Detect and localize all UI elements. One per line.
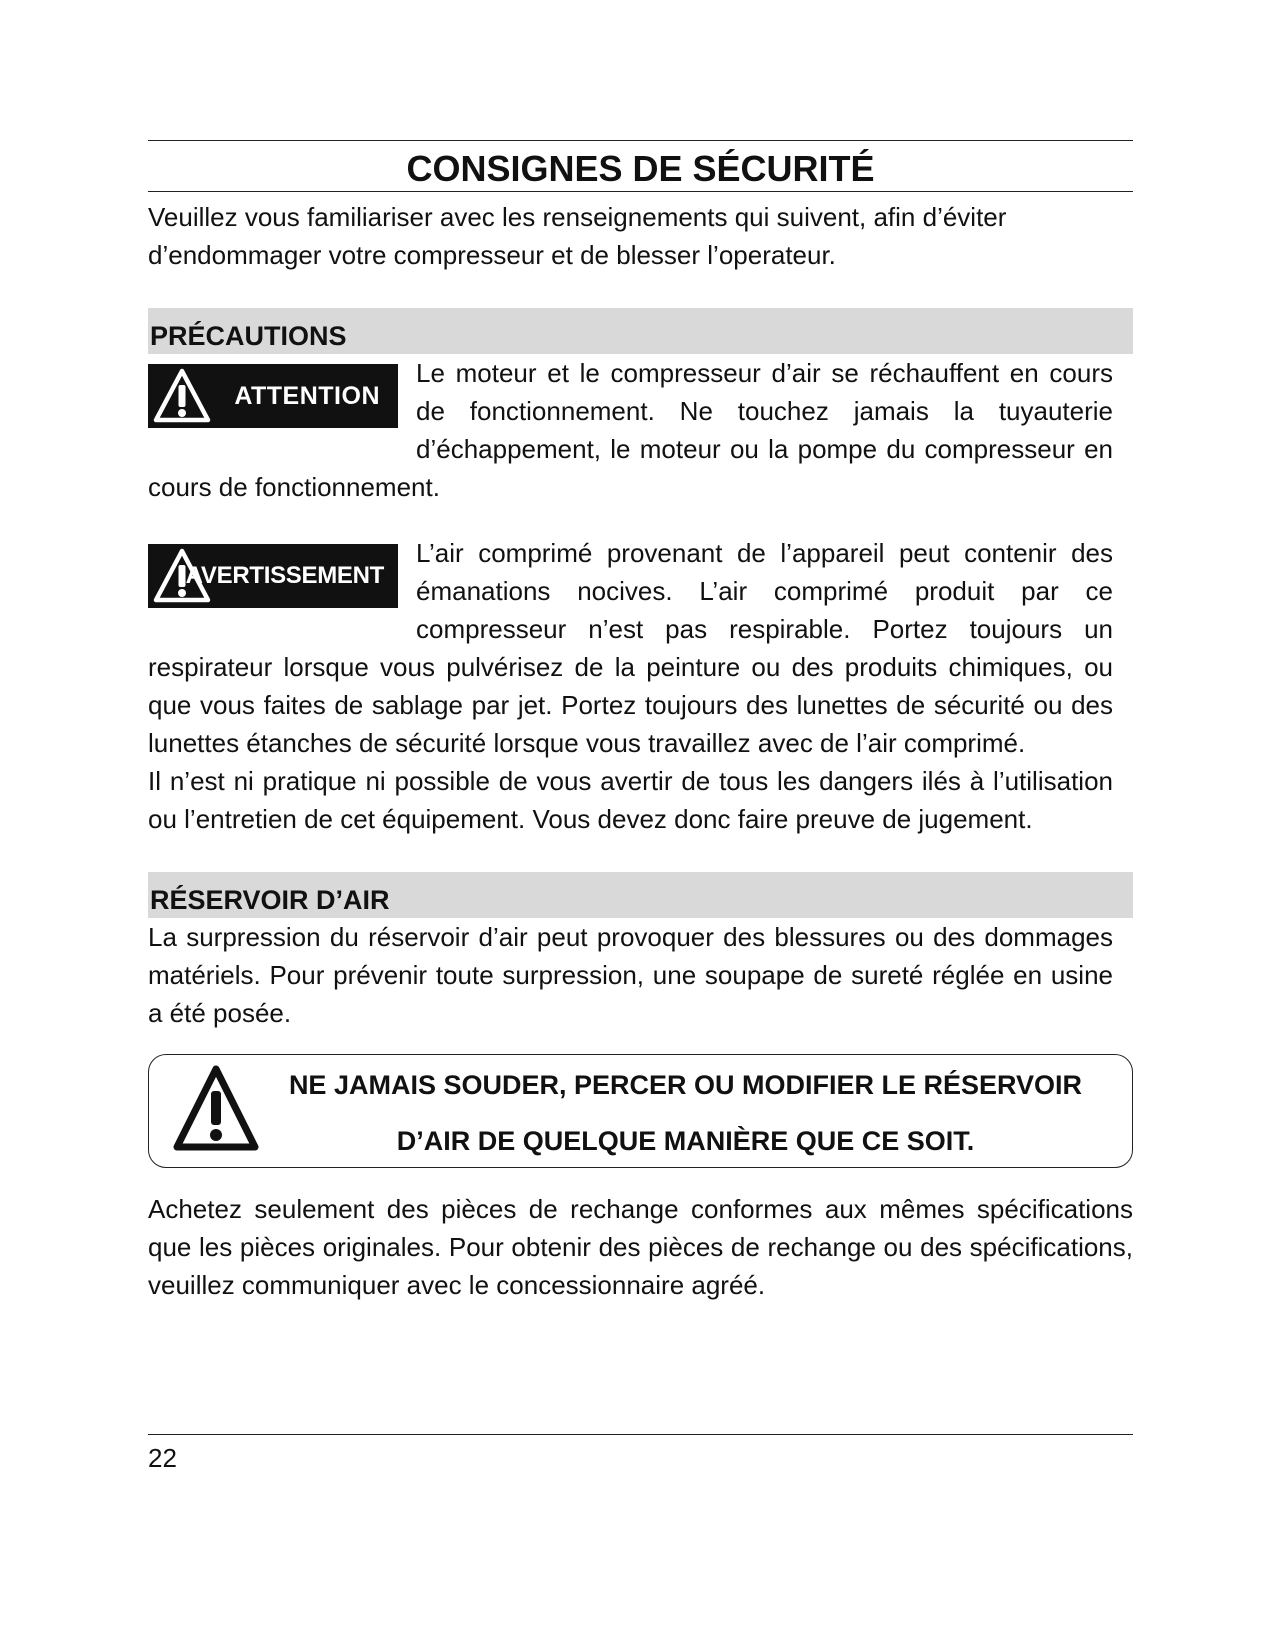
manual-page: [148, 140, 1133, 1304]
reservoir-warning-line-2: D’AIR DE QUELQUE MANIÈRE QUE CE SOIT.: [396, 1126, 975, 1156]
attention-label: ATTENTION: [234, 382, 380, 410]
attention-block: [148, 354, 1133, 506]
closing-paragraph: Achetez seulement des pièces de rechange conformes aux mêmes spécifications que les pièces originales. Pour obtenir des pièces de rechange ou des spécifications, veuillez communiquer avec le concessionnaire agréé.: [148, 1194, 1133, 1300]
warning-badge: [148, 544, 398, 608]
reservoir-warning-box: [148, 1054, 1133, 1168]
intro-paragraph: Veuillez vous familiariser avec les renseignements qui suivent, afin d’éviter d’endommager votre compresseur et de blesser l’operateur.: [148, 202, 1007, 270]
page-title: CONSIGNES DE SÉCURITÉ: [148, 140, 1133, 192]
attention-text: Le moteur et le compresseur d’air se réchauffent en cours de fonctionnement. Ne touchez jamais la tuyauterie d’échappement, le moteur ou la pompe du compresseur en cours de fonctionnement.: [148, 358, 1113, 502]
warning-triangle-icon: [152, 366, 212, 426]
warning-text: L’air comprimé provenant de l’appareil peut contenir des émanations nocives. L’air comprimé produit par ce compresseur n’est pas respirable. Portez toujours un respirateur lorsque vous pulvérisez de la peinture ou des produits chimiques, ou que vous faites de sablage par jet. Portez toujours des lunettes de sécurité ou des lunettes étanches de sécurité lorsque vous travaillez avec de l’air comprimé.: [148, 538, 1113, 758]
precautions-heading: PRÉCAUTIONS: [148, 308, 1133, 354]
warning-label: AVERTISSEMENT: [185, 562, 384, 589]
reservoir-heading: RÉSERVOIR D’AIR: [148, 872, 1133, 918]
reservoir-warning-line-1: NE JAMAIS SOUDER, PERCER OU MODIFIER LE RÉSERVOIR: [288, 1070, 1083, 1100]
reservoir-paragraph: La surpression du réservoir d’air peut provoquer des blessures ou des dommages matériels. Pour prévenir toute surpression, une soupape de sureté réglée en usine a été posée.: [148, 922, 1113, 1028]
page-number: 22: [148, 1443, 177, 1473]
page-footer: [148, 1434, 1133, 1475]
warning-triangle-icon: [171, 1063, 261, 1155]
warning-block: [148, 534, 1133, 762]
judgement-paragraph: Il n’est ni pratique ni possible de vous avertir de tous les dangers ilés à l’utilisation ou l’entretien de cet équipement. Vous devez donc faire preuve de jugement.: [148, 766, 1113, 834]
attention-badge: [148, 364, 398, 428]
